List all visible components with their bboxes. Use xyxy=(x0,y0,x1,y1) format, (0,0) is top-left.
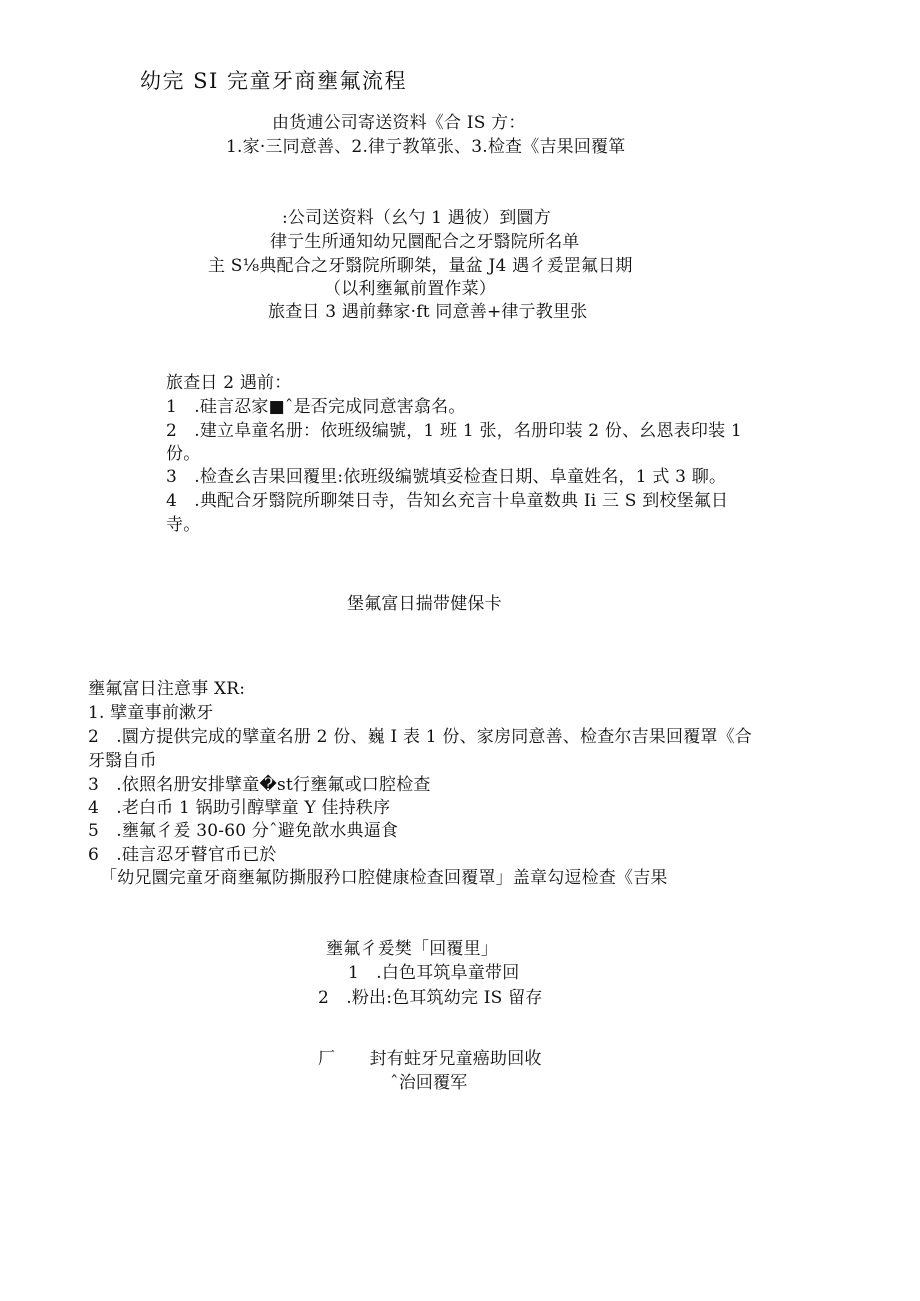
block4-heading: 壅氟富日注意事 XR: xyxy=(88,679,246,699)
block5-item2: 2 .粉出:色耳筑幼完 IS 留存 xyxy=(318,988,543,1008)
block3-item2a: 2 .建立阜童名册：依班级编號，1 班 1 张，名册印装 2 份、幺恩表印装 1 xyxy=(166,421,742,441)
block4-item6: 6 .硅言忍牙瞽官币已於 xyxy=(88,845,277,865)
block3-heading: 旅查日 2 遇前： xyxy=(166,373,292,393)
block4-item6b: 「幼兄圜完童牙商壅氟防撕服矜口腔健康检查回覆罩」盖章勾逗检查《吉果 xyxy=(100,868,668,888)
block6-line2: ˆ治回覆军 xyxy=(390,1073,468,1093)
block4-item3: 3 .依照名册安排擘童�st行壅氟或口腔检查 xyxy=(88,775,431,795)
block2-line5: 旅查日 3 遇前彝家·ft 同意善+律亍教里张 xyxy=(268,302,588,322)
block2-line2: 律亍生所通知幼兄圜配合之牙翳院所名单 xyxy=(270,232,580,252)
block4-item5: 5 .壅氟彳爰 30-60 分ˆ避免歆水典逼食 xyxy=(88,821,399,841)
block3-item3: 3 .检查幺吉果回覆里:依班级编號填妥检查日期、阜童姓名，1 式 3 聊。 xyxy=(166,467,727,487)
block4-item1: 1. 擘童事前漱牙 xyxy=(88,703,214,723)
block6-line1: 厂 封有蛀牙兄童癌助回收 xyxy=(318,1049,542,1069)
block1-line2: 1.家·三同意善、2.律亍教箪张、3.检查《吉果回覆箪 xyxy=(226,137,626,157)
block4-item2b: 牙翳自币 xyxy=(88,751,157,771)
block4-item2a: 2 .圜方提供完成的擘童名册 2 份、巍 I 表 1 份、家房同意善、检查尔吉果回覆罩《合 xyxy=(88,727,752,747)
block2-line4: （以利壅氟前置作菜） xyxy=(324,279,496,299)
block3-item4b: 寺。 xyxy=(166,515,201,535)
block3-item2b: 份。 xyxy=(166,444,201,464)
document-title: 幼完 SI 完童牙商壅氟流程 xyxy=(140,69,408,93)
block1-line1: 由货逋公司寄送资料《合 IS 方： xyxy=(272,113,526,133)
block3-item1: 1 .硅言忍家■ˆ是否完成同意害翕名。 xyxy=(166,397,466,417)
block5-item1: 1 .白色耳筑阜童带回 xyxy=(348,963,520,983)
block2-line3: 主 S⅛典配合之牙翳院所聊桀，量盆 J4 遇彳爰罡氟日期 xyxy=(208,256,633,276)
block5-heading: 壅氟彳爰樊「回覆里」 xyxy=(326,939,498,959)
block3-item4a: 4 .典配合牙翳院所聊桀日寺，告知幺充言十阜童数典 Ii 三 S 到校堡氟日 xyxy=(166,491,729,511)
block2-line1: :公司送资料（幺勺 1 遇彼）到圜方 xyxy=(282,208,551,228)
block4-item4: 4 .老白币 1 锅助引醇擘童 Y 佳持秩序 xyxy=(88,798,391,818)
health-card-note: 堡氟富日揣带健保卡 xyxy=(347,594,502,614)
